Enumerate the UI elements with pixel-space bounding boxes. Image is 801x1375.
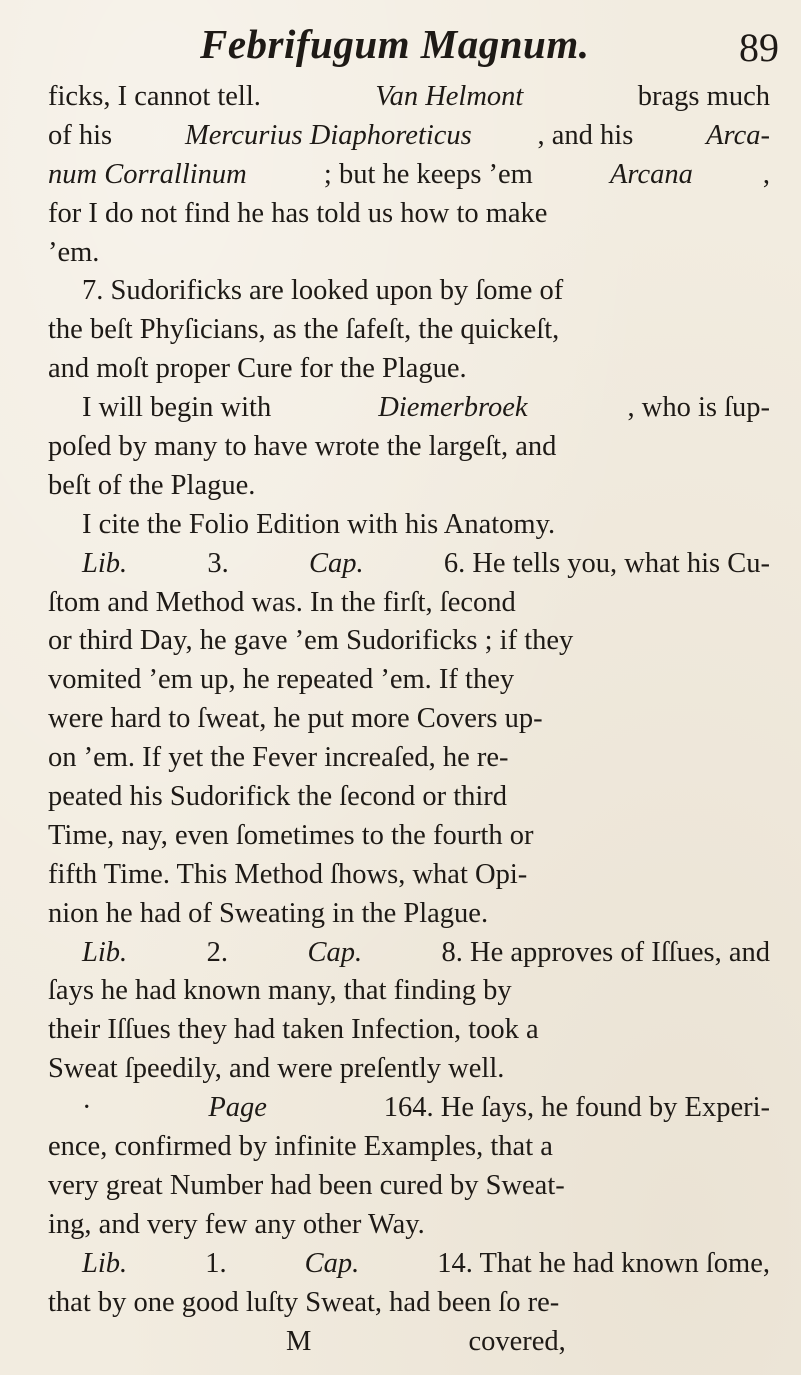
text-segment: Lib. [82,1247,128,1279]
text-line [48,584,770,623]
text-line [48,117,770,156]
text-line [48,661,770,700]
text-segment: I cite the Folio Edition with his Anatomy. [82,508,556,540]
text-segment: 2. [199,936,236,968]
text-segment: and moſt proper Cure for the Plague. [48,353,467,385]
text-line [48,817,770,856]
text-line [48,972,770,1011]
text-segment: Sweat ſpeedily, and were preſently well. [48,1053,505,1085]
text-segment: ’em. [48,236,100,268]
text-segment: or third Day, he gave ’em Sudorificks ; if they [48,625,574,657]
text-segment: 8. He approves of Iſſues, and [434,936,770,968]
text-segment: , [762,158,770,190]
text-segment: vomited ’em up, he repeated ’em. If they [48,664,515,696]
text-segment: ence, confirmed by infinite Examples, that a [48,1131,553,1163]
text-line [48,1206,770,1245]
text-segment: brags much [630,81,770,112]
text-line [48,895,770,934]
text-segment: nion he had of Sweating in the Plague. [48,897,489,929]
text-segment: fifth Time. This Method ſhows, what Opi- [48,858,528,890]
text-segment: ſtom and Method was. In the firſt, ſecond [48,586,516,618]
text-segment: peated his Sudorifick the ſecond or third [48,781,508,813]
text-segment: Mercurius Diaphoreticus [184,119,472,151]
text-segment: 6. He tells you, what his Cu- [436,547,770,579]
spacer [320,1323,460,1362]
text-line [48,778,770,817]
text-segment: Cap. [307,936,363,968]
text-segment: Lib. [82,547,128,579]
text-segment: 14. That he had known ſome, [430,1247,770,1279]
text-segment: 1. [198,1247,234,1279]
text-line [48,272,770,311]
text-segment: 3. [200,547,236,579]
text-line [48,1167,770,1206]
text-line [48,350,770,389]
text-segment: Cap. [304,1247,360,1279]
text-line [48,1284,770,1323]
text-segment: for I do not find he has told us how to make [48,197,548,229]
text-segment: were hard to ſweat, he put more Covers up- [48,703,543,735]
text-segment: Page [208,1092,267,1124]
text-line [48,156,770,195]
text-line [48,1128,770,1167]
text-line [48,700,770,739]
text-segment: ficks, I cannot tell. [48,81,269,112]
text-line [48,467,770,506]
text-segment: very great Number had been cured by Sweat- [48,1169,565,1201]
text-segment: Lib. [82,936,128,968]
text-segment: ing, and very few any other Way. [48,1208,425,1240]
text-line [48,739,770,778]
footer-line [48,1323,770,1362]
text-segment: poſed by many to have wrote the largeſt, and [48,431,557,463]
text-segment: of his [48,119,120,151]
text-segment: I will begin with [82,392,279,424]
text-segment: ; but he keeps ’em [316,158,540,190]
text-segment: beſt of the Plague. [48,469,256,501]
page-number: 89 [739,25,779,70]
text-segment: on ’em. If yet the Fever increaſed, he re- [48,742,509,774]
text-segment: Cap. [308,547,364,579]
text-line [48,428,770,467]
running-head [0,12,801,82]
text-segment: Arcana [610,158,693,190]
running-title: Febrifugum Magnum. [200,21,590,67]
text-segment: · [82,1092,99,1124]
body-text [48,78,770,1361]
text-line [48,1245,770,1284]
text-segment: ſays he had known many, that finding by [48,975,512,1007]
text-line [48,1011,770,1050]
text-line [48,78,770,117]
text-segment: that by one good luſty Sweat, had been ſo re- [48,1286,560,1318]
text-segment: 164. He ſays, he found by Experi- [376,1092,770,1124]
text-segment: Arca- [706,119,770,151]
text-segment: Diemerbroek [378,392,528,424]
text-segment: , who is ſup- [627,392,770,424]
text-line [48,389,770,428]
text-line [48,934,770,973]
text-line [48,1050,770,1089]
text-segment: Van Helmont [375,81,524,112]
text-line [48,1089,770,1128]
text-line [48,234,770,273]
text-segment: Time, nay, even ſometimes to the fourth or [48,819,534,851]
text-segment: their Iſſues they had taken Infection, took a [48,1014,539,1046]
catchword: covered, [468,1325,566,1357]
text-segment: 7. Sudorificks are looked upon by ſome of [82,275,564,307]
signature-mark: M [286,1325,312,1357]
text-segment: , and his [537,119,641,151]
text-line [48,545,770,584]
text-segment: num Corrallinum [48,158,247,190]
text-line [48,506,770,545]
text-line [48,622,770,661]
text-segment: the beſt Phyſicians, as the ſafeſt, the quickeſt, [48,314,560,346]
text-line [48,195,770,234]
text-line [48,311,770,350]
text-line [48,856,770,895]
